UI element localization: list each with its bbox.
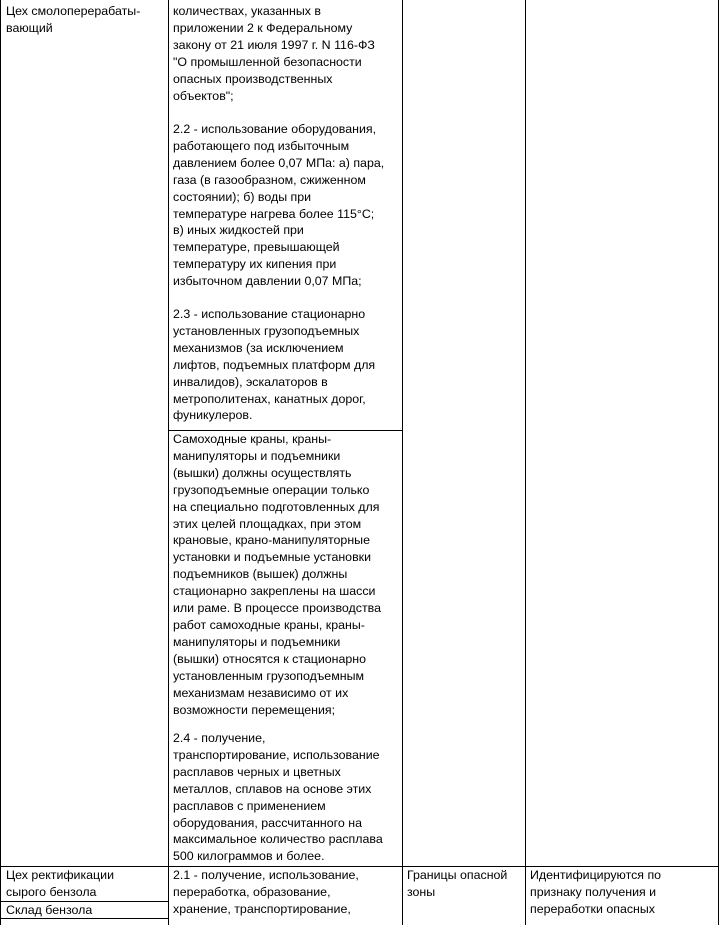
facility-name-cell: Склад бензола [6, 903, 93, 917]
facility-name-cell: Цех ректификации сырого бензола [6, 868, 115, 899]
facility-name-cell: Цех смолоперерабаты- вающий [6, 4, 141, 35]
hazard-description-block-2: 2.2 - использование оборудования, работающего под избыточным давлением более 0,07 МПа: а) пара, газа (в газообразном, сжиженном состоянии); б) воды при температуре нагрева более 115°С; в) иных жидкостей при температуре, превышающей температуру их кипения при избыточном давлении 0,07 МПа; [173, 122, 385, 289]
hazard-description-block: 2.1 - получение, использование, переработка, образование, хранение, транспортирование, [173, 868, 359, 916]
hazard-description-block-3: 2.3 - использование стационарно установленных грузоподъемных механизмов (за исключением лифтов, подъемных платформ для инвалидов), эскалаторов в метрополитенах, канатных дорог, фуникулеров. [173, 307, 376, 423]
hazard-description-block-4: Самоходные краны, краны- манипуляторы и подъемники (вышки) должны осуществлять грузоподъемные операции только на специально подготовленных для этих целей площадках, при этом крановые, крано-манипуляторные установки и подъемные установки подъемников (вышек) должны стационарно закреплены на шасси или раме. В процессе производства работ самоходные краны, краны- манипуляторы и подъемники (вышки) относятся к стационарно установленным грузоподъемным механизмам независимо от их возможности перемещения; [173, 432, 381, 717]
boundary-cell: Границы опасной зоны [407, 868, 508, 899]
column-divider-3 [525, 0, 526, 925]
column-divider-1 [168, 0, 169, 925]
column-divider-2 [402, 0, 403, 925]
hazard-description-block-1: количествах, указанных в приложении 2 к Федеральному закону от 21 июля 1997 г. N 116-ФЗ "О промышленной безопасности опасных производственных объектов"; [173, 4, 375, 103]
identification-cell: Идентифицируются по признаку получения и переработки опасных [530, 868, 662, 916]
table-border-left [0, 0, 1, 925]
hazard-description-block-5: 2.4 - получение, транспортирование, использование расплавов черных и цветных металлов, сплавов на основе этих расплавов с применением оборудования, рассчитанного на максимальное количество расплава 500 килограммов и более. [173, 731, 383, 864]
